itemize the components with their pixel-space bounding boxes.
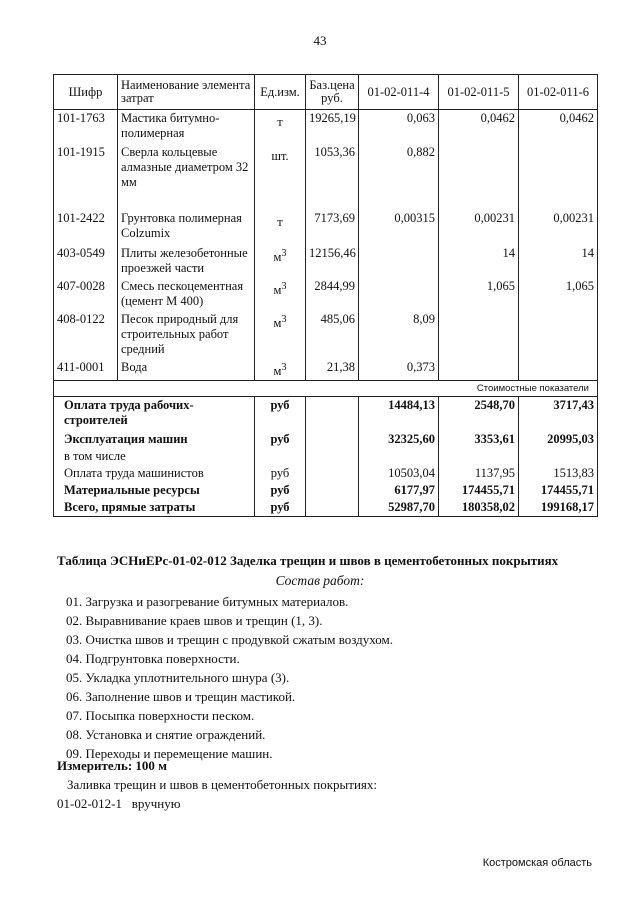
row-v3	[519, 359, 598, 381]
header-col2: 01-02-011-5	[439, 75, 519, 110]
row-name: Смесь пескоцементная (цемент М 400)	[118, 278, 255, 311]
row-v2	[439, 144, 519, 210]
row-v2: 0,0462	[439, 110, 519, 144]
cost-v3: 199168,17	[519, 499, 598, 517]
cost-v1: 52987,70	[359, 499, 439, 517]
table-row	[54, 359, 598, 381]
cost-row-machines	[54, 431, 598, 448]
measure: Измеритель: 100 м	[57, 758, 168, 773]
row-code: 101-1915	[54, 144, 118, 210]
resources-table	[53, 74, 598, 517]
row-unit: $м^3$	[255, 311, 306, 359]
item-name: вручную	[131, 796, 181, 811]
cost-v2: 3353,61	[439, 431, 519, 448]
row-unit: $м^3$	[255, 359, 306, 381]
row-price: 7173,69	[306, 210, 359, 245]
cost-unit: руб	[255, 499, 306, 517]
header-price: Баз.цена руб.	[306, 75, 359, 110]
list-item: 02. Выравнивание краев швов и трещин (1, 3).	[66, 613, 323, 628]
row-price: 12156,46	[306, 245, 359, 278]
list-item: 03. Очистка швов и трещин с продувкой сжатым воздухом.	[66, 632, 394, 647]
row-unit: шт.	[255, 144, 306, 210]
row-v1: 8,09	[359, 311, 439, 359]
item-row	[57, 796, 180, 812]
row-unit: $м^3$	[255, 278, 306, 311]
row-code: 101-1763	[54, 110, 118, 144]
cost-v3: 3717,43	[519, 396, 598, 431]
table-row	[54, 278, 598, 311]
list-item: 04. Подгрунтовка поверхности.	[66, 651, 240, 666]
header-unit: Ед.изм.	[255, 75, 306, 110]
row-unit: т	[255, 210, 306, 245]
list-item: 06. Заполнение швов и трещин мастикой.	[66, 689, 296, 704]
row-code: 408-0122	[54, 311, 118, 359]
cost-v1: 10503,04	[359, 465, 439, 482]
list-item: 07. Посыпка поверхности песком.	[66, 708, 255, 723]
row-v3	[519, 311, 598, 359]
row-v3	[519, 144, 598, 210]
row-name: Плиты железобетонные проезжей части	[118, 245, 255, 278]
list-item: 01. Загрузка и разогревание битумных материалов.	[66, 594, 349, 609]
cost-row-total	[54, 499, 598, 517]
row-v3: 0,0462	[519, 110, 598, 144]
cost-v3: 174455,71	[519, 482, 598, 499]
cost-v1: 6177,97	[359, 482, 439, 499]
row-v3: 14	[519, 245, 598, 278]
cost-v1: 14484,13	[359, 396, 439, 431]
header-name: Наименование элемента затрат	[118, 75, 255, 110]
row-v1: 0,373	[359, 359, 439, 381]
cost-v3: 1513,83	[519, 465, 598, 482]
table-row	[54, 144, 598, 210]
cost-unit: руб	[255, 465, 306, 482]
list-item: 08. Установка и снятие ограждений.	[66, 727, 266, 742]
row-v1	[359, 245, 439, 278]
row-code: 407-0028	[54, 278, 118, 311]
row-name: Грунтовка полимерная Colzumix	[118, 210, 255, 245]
row-v2: 0,00231	[439, 210, 519, 245]
row-price: 1053,36	[306, 144, 359, 210]
row-v1	[359, 278, 439, 311]
cost-label-incl: в том числе	[54, 448, 255, 465]
cost-label-total: Всего, прямые затраты	[54, 499, 255, 517]
table-row	[54, 110, 598, 144]
row-v3: 0,00231	[519, 210, 598, 245]
row-v3: 1,065	[519, 278, 598, 311]
cost-v2: 180358,02	[439, 499, 519, 517]
cost-unit: руб	[255, 431, 306, 448]
works-list	[66, 592, 393, 763]
row-unit: т	[255, 110, 306, 144]
cost-unit: руб	[255, 396, 306, 431]
header-code: Шифр	[54, 75, 118, 110]
row-code: 403-0549	[54, 245, 118, 278]
row-price: 485,06	[306, 311, 359, 359]
row-code: 101-2422	[54, 210, 118, 245]
cost-row-operators	[54, 465, 598, 482]
list-item: 05. Укладка уплотнительного шнура (3).	[66, 670, 290, 685]
cost-subheader	[54, 380, 598, 396]
row-name: Песок природный для строительных работ средний	[118, 311, 255, 359]
table-row	[54, 245, 598, 278]
row-price: 2844,99	[306, 278, 359, 311]
row-v2: 1,065	[439, 278, 519, 311]
works-title: Состав работ:	[275, 573, 365, 588]
row-price: 21,38	[306, 359, 359, 381]
cost-v1: 32325,60	[359, 431, 439, 448]
row-name: Мастика битумно-полимерная	[118, 110, 255, 144]
cost-v3: 20995,03	[519, 431, 598, 448]
row-name: Сверла кольцевые алмазные диаметром 32 мм	[118, 144, 255, 210]
cost-label-labor: Оплата труда рабочих-строителей	[54, 396, 255, 431]
cost-label-materials: Материальные ресурсы	[54, 482, 255, 499]
header-col1: 01-02-011-4	[359, 75, 439, 110]
row-v2: 14	[439, 245, 519, 278]
row-v1: 0,00315	[359, 210, 439, 245]
row-unit: $м^3$	[255, 245, 306, 278]
cost-label-operators: Оплата труда машинистов	[54, 465, 255, 482]
table-header	[54, 75, 598, 110]
row-v2	[439, 359, 519, 381]
header-col3: 01-02-011-6	[519, 75, 598, 110]
row-price: 19265,19	[306, 110, 359, 144]
list-item: 09. Переходы и перемещение машин.	[66, 746, 273, 761]
cost-label-machines: Эксплуатация машин	[54, 431, 255, 448]
row-name: Вода	[118, 359, 255, 381]
row-v2	[439, 311, 519, 359]
cost-v2: 2548,70	[439, 396, 519, 431]
cost-row-materials	[54, 482, 598, 499]
row-v1: 0,882	[359, 144, 439, 210]
cost-row-incl	[54, 448, 598, 465]
cost-v2: 1137,95	[439, 465, 519, 482]
cost-label: Стоимостные показатели	[54, 380, 598, 396]
cost-row-labor	[54, 396, 598, 431]
cost-unit: руб	[255, 482, 306, 499]
section-title: Таблица ЭСНиЕРс-01-02-012 Заделка трещин и швов в цементобетонных покрытиях	[57, 553, 559, 568]
table-row	[54, 210, 598, 245]
page-number: 43	[313, 33, 327, 48]
item-code: 01-02-012-1	[57, 796, 122, 811]
row-v1: 0,063	[359, 110, 439, 144]
footer-region: Костромская область	[482, 857, 592, 869]
row-code: 411-0001	[54, 359, 118, 381]
subtitle: Заливка трещин и швов в цементобетонных покрытиях:	[67, 777, 377, 792]
cost-v2: 174455,71	[439, 482, 519, 499]
table-row	[54, 311, 598, 359]
